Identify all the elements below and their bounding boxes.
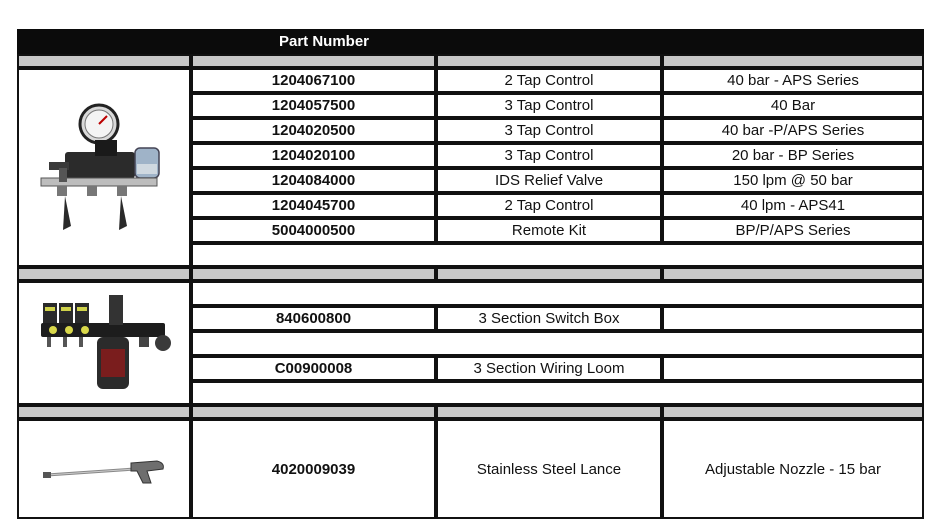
description-cell: 2 Tap Control [436, 68, 662, 93]
table-header [17, 29, 924, 54]
separator-bar [17, 267, 191, 281]
separator-bar [191, 405, 436, 419]
spec-cell: 40 bar - APS Series [662, 68, 924, 93]
separator-bar [191, 54, 436, 68]
product-image-cell [17, 281, 191, 405]
separator-bar [662, 54, 924, 68]
separator-bar [662, 405, 924, 419]
empty-row [191, 331, 924, 356]
part-number-cell: 4020009039 [191, 419, 436, 519]
description-cell: 3 Tap Control [436, 118, 662, 143]
part-number-cell: 1204067100 [191, 68, 436, 93]
separator-bar [191, 267, 436, 281]
pressure-control-unit-icon [39, 98, 171, 238]
description-cell: Remote Kit [436, 218, 662, 243]
spec-cell: BP/P/APS Series [662, 218, 924, 243]
part-number-cell: C00900008 [191, 356, 436, 381]
part-number-cell: 1204045700 [191, 193, 436, 218]
part-number-heading: Part Number [279, 33, 370, 50]
separator-bar [662, 267, 924, 281]
empty-row [191, 281, 924, 306]
part-number-cell: 1204020500 [191, 118, 436, 143]
part-number-cell: 1204057500 [191, 93, 436, 118]
separator-bar [17, 54, 191, 68]
part-number-cell: 1204084000 [191, 168, 436, 193]
description-cell: 3 Tap Control [436, 143, 662, 168]
description-cell: 3 Section Wiring Loom [436, 356, 662, 381]
spec-cell [662, 356, 924, 381]
description-cell: 2 Tap Control [436, 193, 662, 218]
description-cell: Stainless Steel Lance [436, 419, 662, 519]
part-number-cell: 840600800 [191, 306, 436, 331]
spec-cell: 40 bar -P/APS Series [662, 118, 924, 143]
description-cell: 3 Section Switch Box [436, 306, 662, 331]
separator-bar [436, 267, 662, 281]
product-image-cell [17, 419, 191, 519]
spray-lance-icon [43, 453, 169, 489]
separator-bar [436, 405, 662, 419]
spec-cell: 20 bar - BP Series [662, 143, 924, 168]
empty-row [191, 381, 924, 405]
spec-cell [662, 306, 924, 331]
part-number-cell: 5004000500 [191, 218, 436, 243]
spec-cell: Adjustable Nozzle - 15 bar [662, 419, 924, 519]
spec-cell: 40 Bar [662, 93, 924, 118]
switch-box-valve-icon [39, 293, 173, 399]
spec-cell: 150 lpm @ 50 bar [662, 168, 924, 193]
empty-row [191, 243, 924, 267]
product-image-cell [17, 68, 191, 267]
separator-bar [436, 54, 662, 68]
description-cell: IDS Relief Valve [436, 168, 662, 193]
spec-cell: 40 lpm - APS41 [662, 193, 924, 218]
part-number-cell: 1204020100 [191, 143, 436, 168]
separator-bar [17, 405, 191, 419]
description-cell: 3 Tap Control [436, 93, 662, 118]
